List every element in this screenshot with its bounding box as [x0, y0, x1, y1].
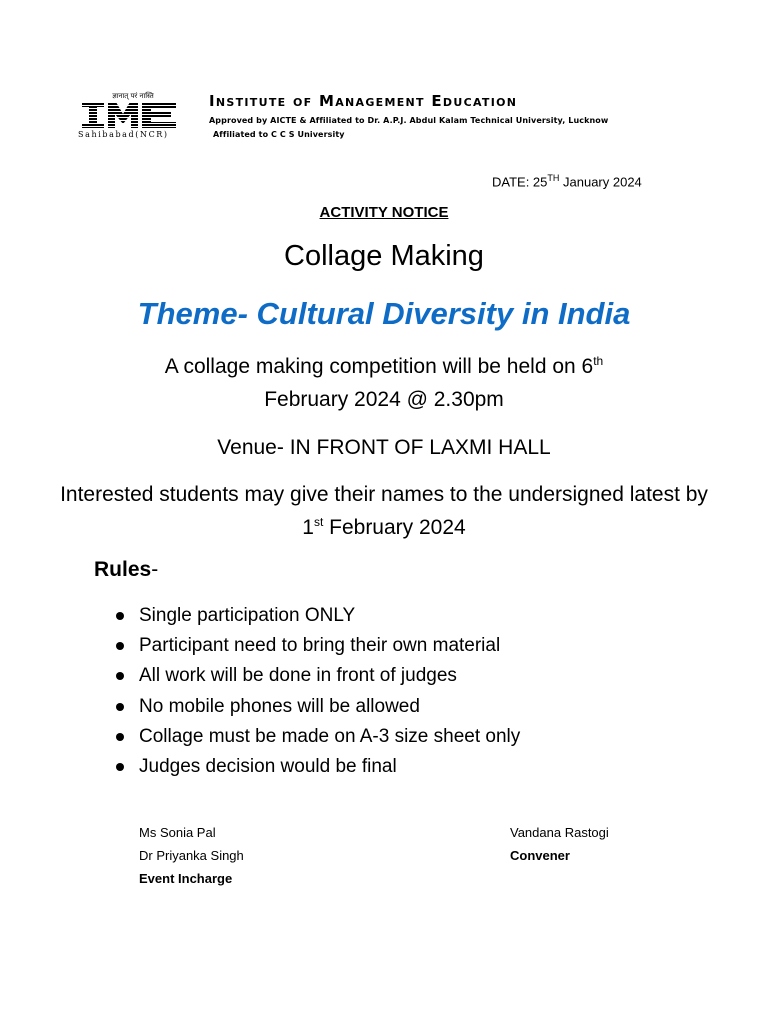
date-prefix: DATE: 25 [492, 174, 548, 190]
rules-heading-label: Rules [94, 558, 152, 581]
event-incharge-signature [139, 821, 244, 890]
logo-city: Sahibabad(NCR) [78, 130, 169, 139]
date-ordinal: TH [547, 173, 560, 183]
rule-item [112, 661, 520, 691]
bullet-icon [116, 672, 124, 680]
date-rest: January 2024 [559, 174, 642, 190]
bullet-icon [116, 703, 124, 711]
rule-text: Judges decision would be final [139, 755, 397, 777]
rule-text: Participant need to bring their own material [139, 635, 501, 657]
approval-line: Approved by AICTE & Affiliated to Dr. A.P.J. Abdul Kalam Technical University, Lucknow [209, 116, 609, 125]
notice-title: ACTIVITY NOTICE [319, 204, 449, 221]
institute-logo [78, 92, 182, 144]
signatory-name: Ms Sonia Pal [139, 825, 216, 840]
notice-date [492, 173, 642, 189]
rule-item [112, 692, 520, 722]
affiliation-line: Affiliated to C C S University [213, 130, 345, 139]
theme-heading: Theme- Cultural Diversity in India [137, 296, 631, 331]
ime-logo-icon [80, 100, 180, 130]
institute-name: Institute of Management Education [209, 92, 518, 110]
rules-heading-dash: - [151, 558, 159, 581]
rule-text: All work will be done in front of judges [139, 665, 457, 687]
bullet-icon [116, 612, 124, 620]
competition-ordinal: th [593, 354, 604, 368]
signatory-role: Event Incharge [139, 871, 233, 886]
rule-item [112, 631, 520, 661]
competition-text: A collage making competition will be held on 6 [164, 355, 594, 378]
bullet-icon [116, 642, 124, 650]
rule-text: Collage must be made on A-3 size sheet only [139, 725, 521, 747]
registration-ordinal: st [313, 515, 324, 529]
registration-deadline: February 2024 [323, 516, 466, 539]
rules-heading [94, 558, 158, 582]
signatory-name: Vandana Rastogi [510, 825, 609, 840]
rules-list [112, 601, 520, 782]
signatory-role: Convener [510, 848, 570, 863]
venue-paragraph: Venue- IN FRONT OF LAXMI HALL [217, 436, 551, 459]
rule-item [112, 601, 520, 631]
rule-item [112, 752, 520, 782]
competition-date-time: February 2024 @ 2.30pm [264, 388, 504, 411]
signatory-name: Dr Priyanka Singh [139, 848, 244, 863]
registration-text: Interested students may give their names to the undersigned latest by 1 [60, 483, 708, 539]
bullet-icon [116, 733, 124, 741]
logo-motto: ज्ञानात् परं नास्ति [112, 92, 154, 100]
event-title: Collage Making [284, 240, 484, 272]
rule-item [112, 722, 520, 752]
registration-paragraph [60, 478, 708, 544]
bullet-icon [116, 763, 124, 771]
convener-signature [510, 821, 609, 867]
rule-text: No mobile phones will be allowed [139, 695, 420, 717]
rule-text: Single participation ONLY [139, 605, 356, 626]
competition-paragraph [60, 350, 708, 416]
